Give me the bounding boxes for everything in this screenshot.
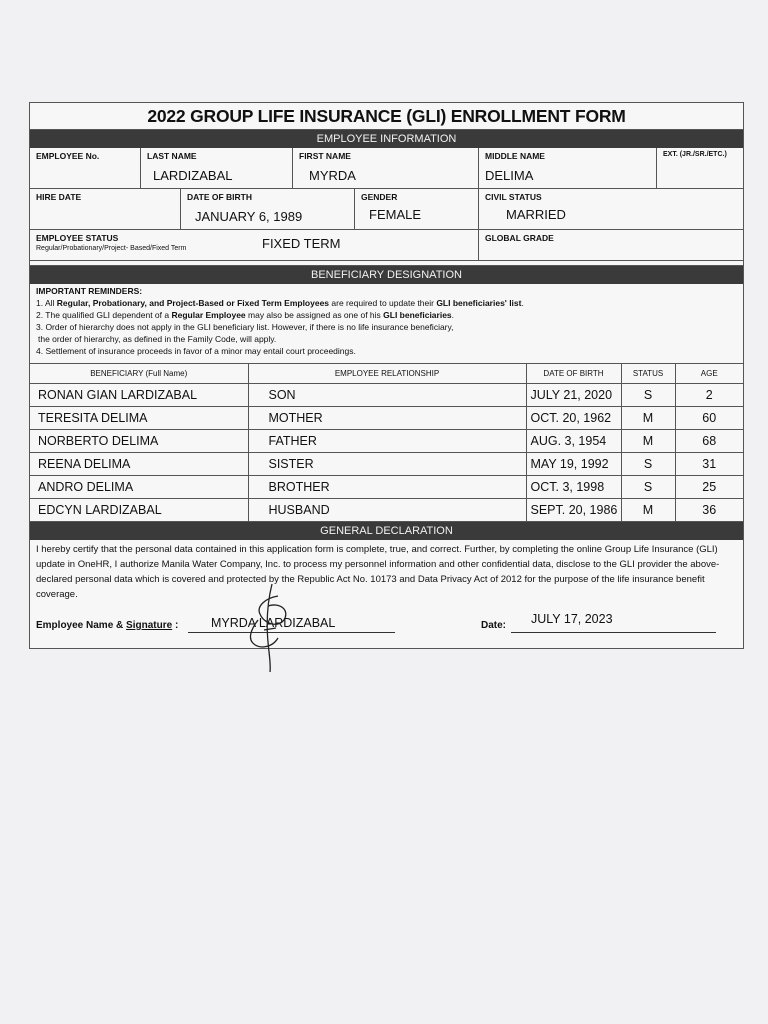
beneficiary-designation-header: BENEFICIARY DESIGNATION — [30, 266, 743, 284]
column-header-date-of-birth: DATE OF BIRTH — [526, 364, 621, 384]
beneficiary-dob: JULY 21, 2020 — [526, 384, 621, 407]
first-name-label: FIRST NAME — [299, 151, 351, 161]
beneficiary-relationship: FATHER — [248, 430, 526, 453]
important-reminders — [30, 284, 743, 364]
date-of-birth-cell — [180, 189, 354, 229]
reminder-2: 2. The qualified GLI dependent of a Regular Employee may also be assigned as one of his GLI beneficiaries. — [36, 310, 455, 320]
beneficiary-age: 36 — [675, 499, 743, 522]
employee-dates-row — [30, 189, 743, 230]
column-header-relationship: EMPLOYEE RELATIONSHIP — [248, 364, 526, 384]
beneficiary-age: 60 — [675, 407, 743, 430]
civil-status-value: MARRIED — [506, 207, 566, 222]
date-value: JULY 17, 2023 — [531, 612, 613, 626]
employee-name-value: MYRDA LARDIZABAL — [211, 616, 336, 630]
global-grade-label: GLOBAL GRADE — [485, 233, 554, 243]
beneficiary-relationship: SON — [248, 384, 526, 407]
last-name-cell — [140, 148, 292, 188]
reminder-4: 4. Settlement of insurance proceeds in favor of a minor may entail court proceedings. — [36, 346, 356, 356]
hire-date-cell — [30, 189, 179, 229]
date-of-birth-label: DATE OF BIRTH — [187, 192, 253, 202]
table-row — [30, 499, 743, 522]
ext-cell — [656, 148, 744, 188]
date-label: Date: — [481, 620, 507, 631]
beneficiary-dob: SEPT. 20, 1986 — [526, 499, 621, 522]
gender-cell — [354, 189, 478, 229]
beneficiary-name: RONAN GIAN LARDIZABAL — [30, 384, 248, 407]
beneficiary-status: S — [621, 476, 675, 499]
last-name-label: LAST NAME — [147, 151, 197, 161]
middle-name-cell — [478, 148, 656, 188]
employee-status-label: EMPLOYEE STATUS — [36, 233, 119, 243]
beneficiary-status: M — [621, 407, 675, 430]
beneficiary-age: 31 — [675, 453, 743, 476]
column-header-status: STATUS — [621, 364, 675, 384]
employee-information-header: EMPLOYEE INFORMATION — [30, 130, 743, 148]
middle-name-value: DELIMA — [485, 168, 534, 183]
beneficiary-dob: AUG. 3, 1954 — [526, 430, 621, 453]
general-declaration-header: GENERAL DECLARATION — [30, 522, 743, 540]
beneficiary-relationship: HUSBAND — [248, 499, 526, 522]
form-title: 2022 GROUP LIFE INSURANCE (GLI) ENROLLMENT FORM — [30, 103, 743, 130]
reminders-title: IMPORTANT REMINDERS: — [36, 286, 143, 296]
employee-status-value: FIXED TERM — [262, 236, 341, 251]
beneficiary-table — [30, 364, 743, 522]
beneficiary-relationship: BROTHER — [248, 476, 526, 499]
column-header-age: AGE — [675, 364, 743, 384]
gender-label: GENDER — [361, 192, 398, 202]
beneficiary-age: 25 — [675, 476, 743, 499]
table-row — [30, 476, 743, 499]
date-of-birth-value: JANUARY 6, 1989 — [195, 209, 303, 224]
employee-name-row — [30, 148, 743, 189]
reminder-3-continued: the order of hierarchy, as defined in the Family Code, will apply. — [38, 334, 277, 344]
first-name-cell — [292, 148, 478, 188]
beneficiary-status: M — [621, 430, 675, 453]
beneficiary-age: 2 — [675, 384, 743, 407]
beneficiary-age: 68 — [675, 430, 743, 453]
beneficiary-dob: OCT. 3, 1998 — [526, 476, 621, 499]
table-row — [30, 384, 743, 407]
reminder-3: 3. Order of hierarchy does not apply in the GLI beneficiary list. However, if there is no life insurance beneficiary, — [36, 322, 454, 332]
beneficiary-name: NORBERTO DELIMA — [30, 430, 248, 453]
beneficiary-relationship: SISTER — [248, 453, 526, 476]
table-row — [30, 453, 743, 476]
beneficiary-name: REENA DELIMA — [30, 453, 248, 476]
ext-label: EXT. (JR./SR./ETC.) — [663, 151, 727, 158]
beneficiary-relationship: MOTHER — [248, 407, 526, 430]
table-row — [30, 407, 743, 430]
last-name-value: LARDIZABAL — [153, 168, 233, 183]
signature-line — [30, 602, 743, 648]
beneficiary-dob: MAY 19, 1992 — [526, 453, 621, 476]
beneficiary-table-header — [30, 364, 743, 384]
employee-no-cell — [30, 148, 139, 188]
employee-no-label: EMPLOYEE No. — [36, 151, 100, 161]
first-name-value: MYRDA — [309, 168, 356, 183]
beneficiary-status: S — [621, 384, 675, 407]
employee-status-cell — [30, 230, 477, 260]
column-header-beneficiary: BENEFICIARY (Full Name) — [30, 364, 248, 384]
beneficiary-name: EDCYN LARDIZABAL — [30, 499, 248, 522]
gender-value: FEMALE — [369, 207, 422, 222]
table-row — [30, 430, 743, 453]
global-grade-cell — [478, 230, 744, 260]
gli-enrollment-form — [29, 102, 744, 649]
hire-date-label: HIRE DATE — [36, 192, 82, 202]
employee-status-sublabel: Regular/Probationary/Project- Based/Fixed Term — [36, 245, 187, 252]
employee-name-signature-label: Employee Name & Signature : — [36, 620, 179, 631]
employee-status-row — [30, 230, 743, 261]
beneficiary-name: TERESITA DELIMA — [30, 407, 248, 430]
declaration-text: I hereby certify that the personal data contained in this application form is complete, true, and correct. Further, by completing the online Group Life Insurance (GLI) update in OneHR, I authorize Manila Water Company, Inc. to process my personnel information and other confidential data, disclose to the GLI provider the above-declared personal data which is covered and protected by the Republic Act No. 10173 and Data Privacy Act of 2012 for the purpose of the life insurance benefit coverage. — [36, 544, 720, 600]
name-underline — [188, 632, 395, 633]
civil-status-label: CIVIL STATUS — [485, 192, 542, 202]
middle-name-label: MIDDLE NAME — [485, 151, 545, 161]
date-underline — [511, 632, 716, 633]
reminder-1: 1. All Regular, Probationary, and Project-Based or Fixed Term Employees are required to update their GLI beneficiaries' list. — [36, 298, 524, 308]
beneficiary-name: ANDRO DELIMA — [30, 476, 248, 499]
civil-status-cell — [478, 189, 744, 229]
beneficiary-dob: OCT. 20, 1962 — [526, 407, 621, 430]
beneficiary-status: M — [621, 499, 675, 522]
beneficiary-status: S — [621, 453, 675, 476]
